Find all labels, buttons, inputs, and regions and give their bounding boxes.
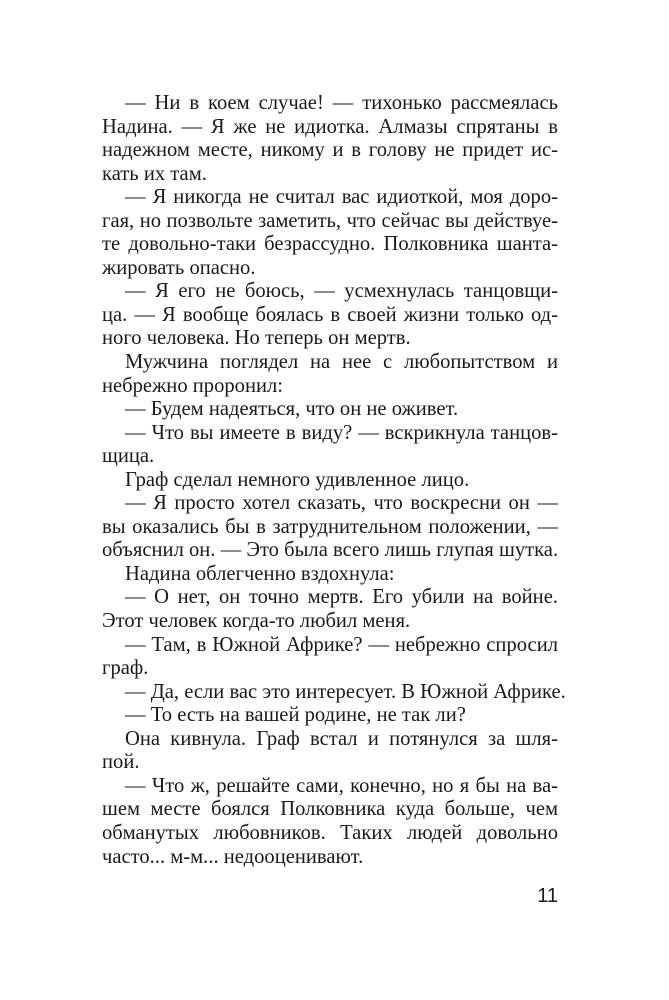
text-line: — О нет, он точно мертв. Его убили на войне. [125,586,558,609]
text-line: Граф сделал немного удивленное лицо. [125,468,470,491]
text-line: — Я просто хотел сказать, что воскресни он — [125,492,558,515]
text-line: объяснил он. — Это была всего лишь глупая шутка. [102,539,559,562]
text-line: — То есть на вашей родине, не так ли? [125,704,466,727]
text-line: щица. [102,445,155,468]
page-text [102,92,566,869]
text-line: обманутых любовников. Таких людей довольно [102,821,558,844]
text-line: — Что ж, решайте сами, конечно, но я бы на ва- [125,774,558,797]
page-number: 11 [537,885,558,907]
text-line: граф. [102,657,149,680]
text-line: — Я его не боюсь, — усмехнулась танцовщи- [125,280,558,303]
text-line: те довольно-таки безрассудно. Полковника шанта- [102,233,558,256]
text-line: Надина облегченно вздохнула: [125,562,395,585]
text-line: небрежно проронил: [102,374,284,397]
text-line: Она кивнула. Граф встал и потянулся за шля- [125,727,558,750]
text-line: — Что вы имеете в виду? — вскрикнула танцов- [125,421,558,444]
text-line: ца. — Я вообще боялась в своей жизни только од- [102,303,558,326]
text-line: кать их там. [102,162,207,185]
text-line: — Я никогда не считал вас идиоткой, моя доро- [125,186,558,209]
text-line: — Будем надеяться, что он не оживет. [125,398,459,421]
text-line: часто... м-м... недооценивают. [102,845,364,868]
text-line: Надина. — Я же не идиотка. Алмазы спрятаны в [102,115,558,138]
text-line: ного человека. Но теперь он мертв. [102,327,411,350]
text-line: вы оказались бы в затруднительном положении, — [102,515,558,538]
text-line: — Да, если вас это интересует. В Южной Африке. [125,680,566,703]
text-line: Этот человек когда-то любил меня. [102,610,411,633]
text-line: Мужчина поглядел на нее с любопытством и [125,351,558,374]
text-line: — Там, в Южной Африке? — небрежно спросил [125,633,558,656]
text-line: шем месте боялся Полковника куда больше, чем [102,798,558,821]
text-line: жировать опасно. [102,256,256,279]
text-line: надежном месте, никому и в голову не придет ис- [102,139,558,162]
text-line: пой. [102,751,140,774]
text-line: гая, но позвольте заметить, что сейчас вы действуе- [102,209,558,232]
text-line: — Ни в коем случае! — тихонько рассмеялась [125,92,558,114]
